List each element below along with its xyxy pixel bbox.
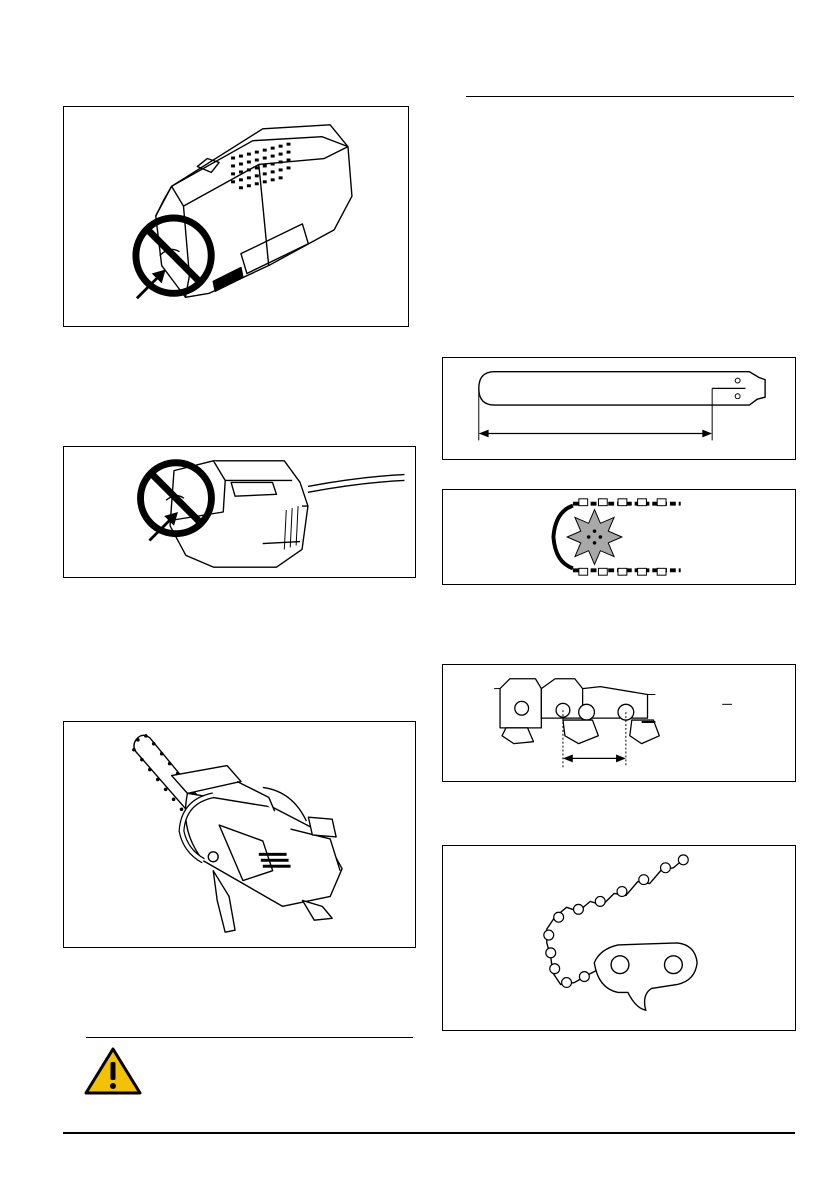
footer-rule bbox=[63, 1132, 795, 1134]
figure-chainsaw bbox=[63, 721, 416, 948]
no-touch-battery-terminals-icon bbox=[64, 107, 408, 326]
chain-pitch-icon bbox=[443, 665, 795, 781]
chainsaw-icon bbox=[64, 722, 415, 947]
figure-charger bbox=[63, 446, 416, 578]
figure-chain-pitch bbox=[442, 664, 796, 782]
figure-guide-bar bbox=[442, 357, 796, 460]
figure-saw-chain bbox=[442, 845, 796, 1031]
warning-top-rule bbox=[86, 1037, 413, 1038]
warning-triangle-icon bbox=[83, 1046, 143, 1096]
no-touch-charger-terminals-icon bbox=[64, 447, 415, 577]
section-top-rule bbox=[466, 96, 794, 97]
saw-chain-drive-link-icon bbox=[443, 846, 795, 1030]
figure-sprocket bbox=[442, 489, 796, 585]
figure-battery bbox=[63, 106, 409, 327]
guide-bar-length-icon bbox=[443, 358, 795, 459]
chain-drive-sprocket-icon bbox=[443, 490, 795, 584]
